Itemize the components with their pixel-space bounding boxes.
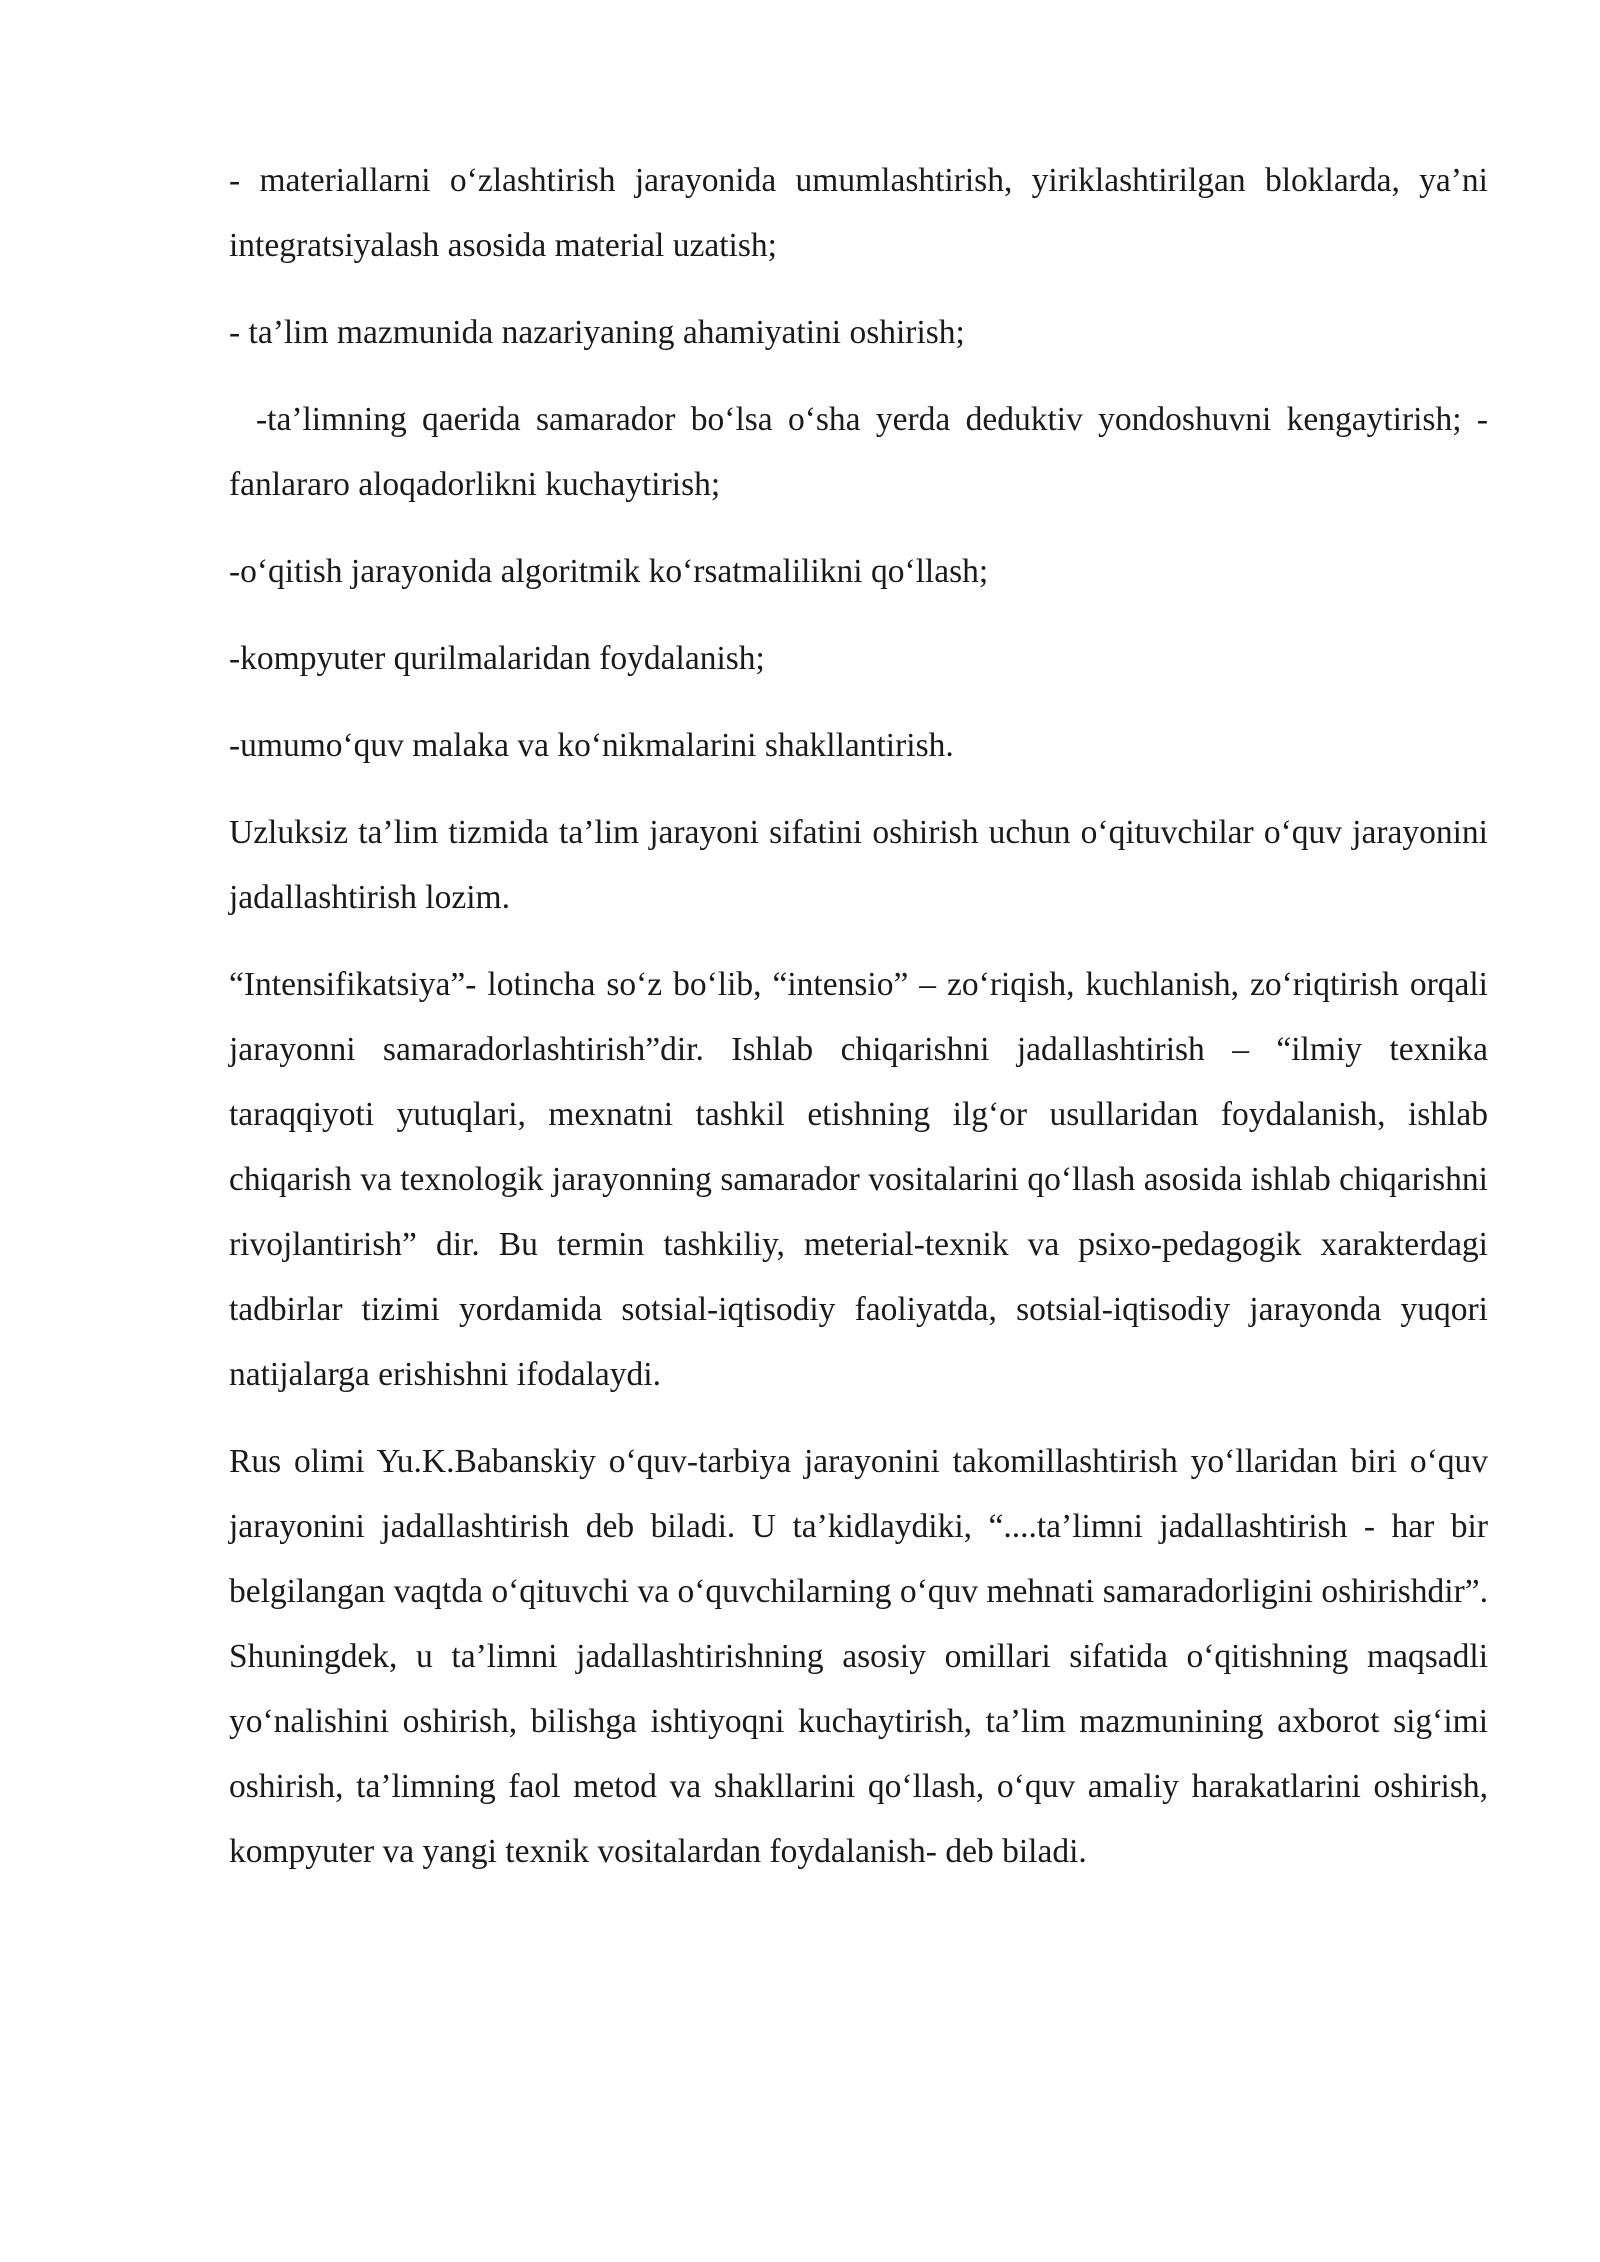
bullet-paragraph: -kompyuter qurilmalaridan foydalanish;: [229, 640, 765, 677]
body-paragraph: Rus olimi Yu.K.Babanskiy o‘quv-tarbiya jarayonini takomillashtirish yo‘llaridan biri o‘quv jarayonini jadallashtirish deb biladi. U ta’kidlaydiki, “....ta’limni jadallashtirish - har bir belgilangan vaqtda o‘qituvchi va o‘quvchilarning o‘quv mehnati samaradorligini oshirishdir”. Shuningdek, u ta’limni jadallashtirishning asosiy omillari sifatida o‘qitishning maqsadli yo‘nalishini oshirish, bilishga ishtiyoqni kuchaytirish, ta’lim mazmunining axborot sig‘imi oshirish, ta’limning faol metod va shakllarini qo‘llash, o‘quv amaliy harakatlarini oshirish, kompyuter va yangi texnik vositalardan foydalanish- deb biladi.: [229, 1443, 1488, 1870]
bullet-paragraph: -umumo‘quv malaka va ko‘nikmalarini shakllantirish.: [229, 727, 954, 764]
bullet-paragraph: -o‘qitish jarayonida algoritmik ko‘rsatmalilikni qo‘llash;: [229, 553, 989, 590]
document-body: [229, 148, 1488, 1906]
body-paragraph: Uzluksiz ta’lim tizmida ta’lim jarayoni sifatini oshirish uchun o‘qituvchilar o‘quv jarayonini jadallashtirish lozim.: [229, 814, 1488, 916]
bullet-paragraph: - materiallarni o‘zlashtirish jarayonida umumlashtirish, yiriklashtirilgan bloklarda, ya’ni integratsiyalash asosida material uzatish;: [229, 162, 1488, 264]
body-paragraph: “Intensifikatsiya”- lotincha so‘z bo‘lib, “intensio” – zo‘riqish, kuchlanish, zo‘riqtirish orqali jarayonni samaradorlashtirish”dir. Ishlab chiqarishni jadallashtirish – “ilmiy texnika taraqqiyoti yutuqlari, mexnatni tashkil etishning ilg‘or usullaridan foydalanish, ishlab chiqarish va texnologik jarayonning samarador vositalarini qo‘llash asosida ishlab chiqarishni rivojlantirish” dir. Bu termin tashkiliy, meterial-texnik va psixo-pedagogik xarakterdagi tadbirlar tizimi yordamida sotsial-iqtisodiy faoliyatda, sotsial-iqtisodiy jarayonda yuqori natijalarga erishishni ifodalaydi.: [229, 966, 1488, 1393]
bullet-paragraph: - ta’lim mazmunida nazariyaning ahamiyatini oshirish;: [229, 314, 965, 351]
bullet-paragraph: -ta’limning qaerida samarador bo‘lsa o‘sha yerda deduktiv yondoshuvni kengaytirish; -fanlararo aloqadorlikni kuchaytirish;: [229, 401, 1488, 503]
